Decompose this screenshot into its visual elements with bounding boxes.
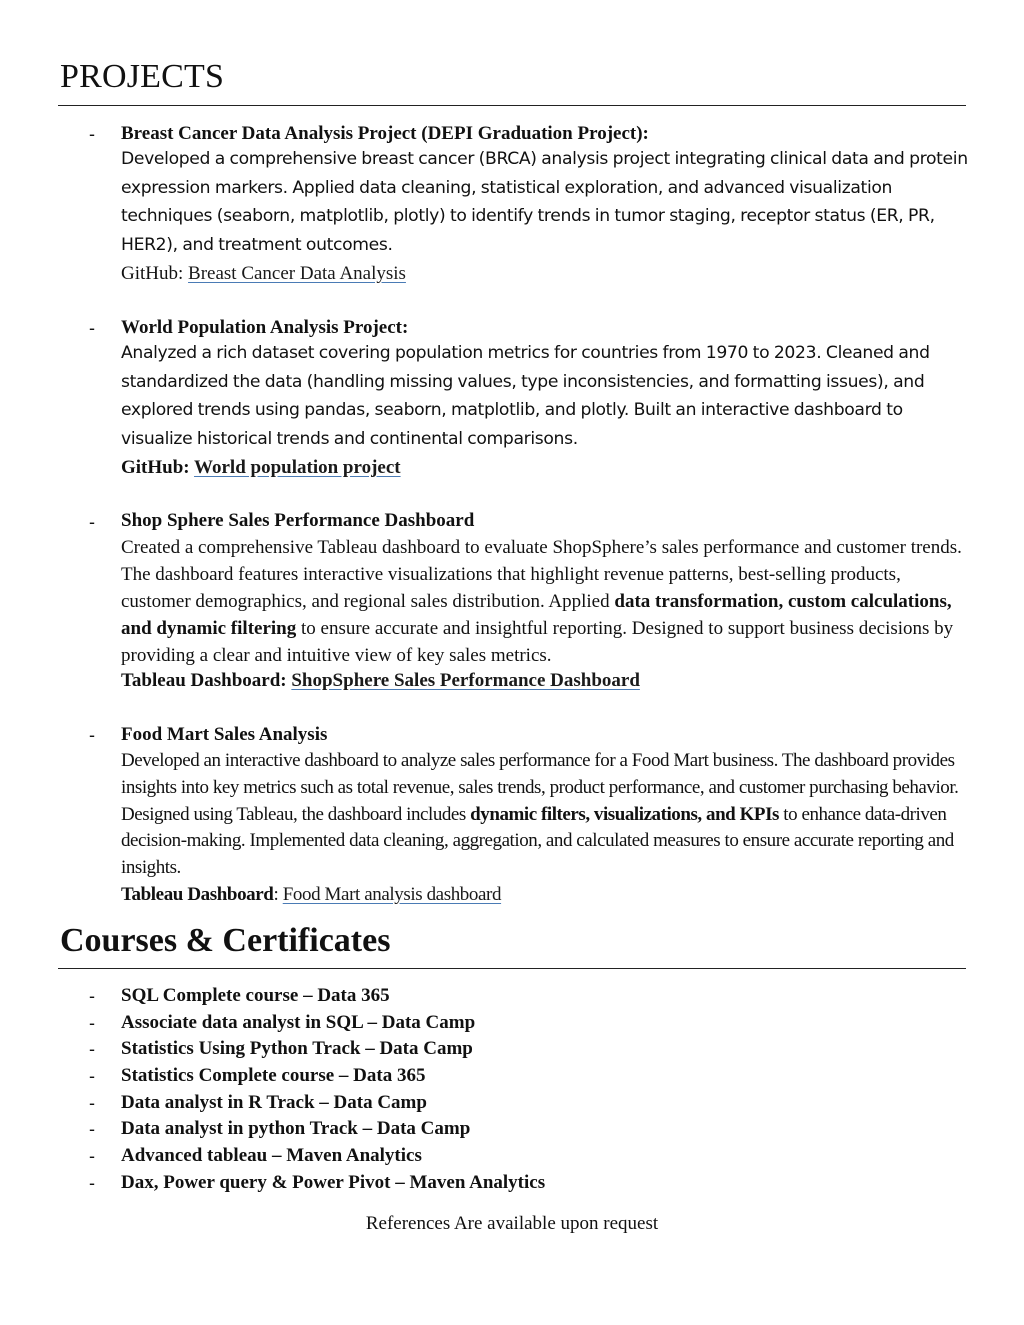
course-name: Associate data analyst in SQL – Data Camp [121, 1011, 476, 1033]
project-description: Developed a comprehensive breast cancer (BRCA) analysis project integrating clinical data and protein expression markers. Applied data cleaning, statistical exploration, and advanced visualization techniques (seaborn, matplotlib, plotly) to identify trends in tumor staging, receptor status (ER, PR, HER2), and treatment outcomes. [121, 149, 968, 255]
course-name: SQL Complete course – Data 365 [121, 985, 390, 1006]
bullet-dash: - [89, 512, 95, 532]
course-item [0, 1090, 1024, 1117]
project-link-line [121, 668, 640, 694]
bullet-dash: - [89, 1119, 95, 1140]
bullet-dash: - [89, 986, 95, 1006]
description-highlight: dynamic filters, visualizations, and KPIs [470, 803, 779, 825]
tableau-link-shop-sphere[interactable]: ShopSphere Sales Performance Dashboard [291, 670, 640, 691]
project-link-line [121, 261, 406, 287]
course-name: Data analyst in python Track – Data Camp [121, 1118, 471, 1140]
references-note: References Are available upon request [365, 1213, 659, 1234]
project-description: Analyzed a rich dataset covering population metrics for countries from 1970 to 2023. Cleaned and standardized the data (handling missing values, type inconsistencies, and formatting issues), and explored trends using pandas, seaborn, matplotlib, and plotly. Built an interactive dashboard to visualize historical trends and continental comparisons. [121, 343, 930, 449]
courses-divider [58, 968, 966, 969]
description-text: Created a comprehensive Tableau dashboard to evaluate ShopSphere’s sales performance and customer trends. The dashboard features interactive visualizations that highlight revenue patterns, best-selling products, customer demographics, and regional sales distribution. Applied [121, 537, 962, 612]
project-description [121, 534, 971, 669]
project-title: World Population Analysis Project: [121, 317, 409, 338]
course-name: Dax, Power query & Power Pivot – Maven Analytics [121, 1171, 546, 1193]
course-item [0, 1063, 1024, 1090]
bullet-dash: - [89, 124, 95, 144]
bullet-dash: - [89, 1012, 95, 1033]
description-text: to enhance data-driven decision-making. Implemented data cleaning, aggregation, and calculated measures to ensure accurate reporting and insights. [121, 803, 954, 879]
bullet-dash: - [89, 1092, 95, 1113]
course-name: Advanced tableau – Maven Analytics [121, 1145, 422, 1167]
project-title: Shop Sphere Sales Performance Dashboard [121, 510, 475, 531]
course-item [0, 1036, 1024, 1063]
github-link-breast-cancer[interactable]: Breast Cancer Data Analysis [188, 263, 406, 284]
courses-list [0, 983, 1024, 1197]
bullet-dash: - [89, 1039, 95, 1060]
link-label: GitHub: [121, 457, 195, 478]
projects-divider [58, 105, 966, 106]
link-label: Tableau Dashboard: [121, 670, 292, 691]
project-description [121, 748, 971, 882]
course-name: Statistics Complete course – Data 365 [121, 1065, 426, 1087]
project-link-line [121, 882, 501, 908]
course-item [0, 1170, 1024, 1197]
description-text: to ensure accurate and insightful reporting. Designed to support business decisions by providing a clear and intuitive view of key sales metrics. [121, 618, 954, 666]
project-link-line [121, 455, 401, 481]
bullet-dash: - [89, 1066, 95, 1087]
course-item [0, 1010, 1024, 1037]
course-item [0, 1143, 1024, 1170]
bullet-dash: - [89, 725, 95, 745]
link-separator: : [273, 884, 283, 905]
description-highlight: data transformation, custom calculations, and dynamic filtering [121, 591, 952, 639]
course-item [0, 983, 1024, 1010]
project-title: Food Mart Sales Analysis [121, 724, 328, 745]
bullet-dash: - [89, 318, 95, 338]
tableau-link-food-mart[interactable]: Food Mart analysis dashboard [282, 884, 502, 905]
description-text: Developed an interactive dashboard to analyze sales performance for a Food Mart business. The dashboard provides insights into key metrics such as total revenue, sales trends, product performance, and customer purchasing behavior. Designed using Tableau, the dashboard includes [121, 750, 959, 825]
project-title: Breast Cancer Data Analysis Project (DEPI Graduation Project): [121, 123, 649, 144]
bullet-dash: - [89, 1172, 95, 1193]
link-label: Tableau Dashboard [121, 884, 274, 905]
courses-heading: Courses & Certificates [60, 922, 391, 959]
projects-heading: PROJECTS [60, 58, 225, 95]
course-name: Data analyst in R Track – Data Camp [121, 1091, 427, 1113]
github-link-world-population[interactable]: World population project [194, 457, 401, 478]
course-name: Statistics Using Python Track – Data Camp [121, 1038, 473, 1060]
course-item [0, 1116, 1024, 1143]
bullet-dash: - [89, 1146, 95, 1167]
link-label: GitHub: [121, 263, 189, 284]
